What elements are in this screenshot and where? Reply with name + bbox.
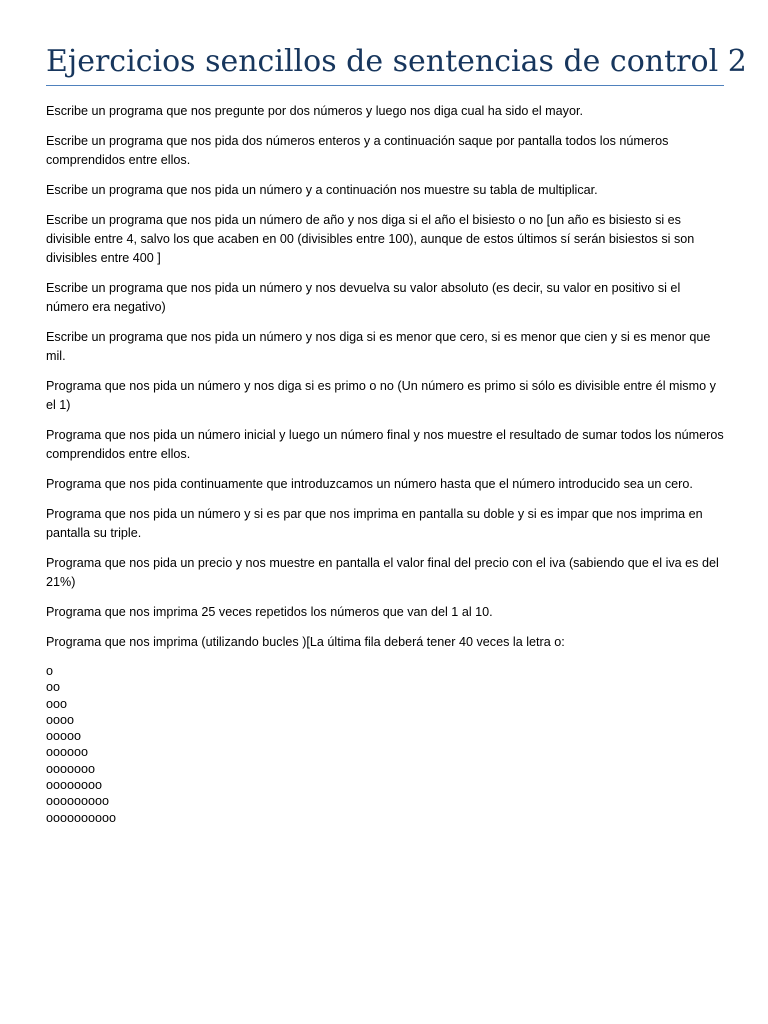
pattern-line: ooo — [46, 696, 68, 711]
exercise-paragraph: Escribe un programa que nos pida un número y a continuación nos muestre su tabla de multiplicar. — [46, 183, 598, 197]
exercise-paragraph: Escribe un programa que nos pida un número y nos diga si es menor que cero, si es menor que cien y si es menor que mil. — [46, 330, 711, 363]
pattern-line: oo — [46, 680, 61, 695]
exercise-paragraph: Programa que nos pida un número y si es par que nos imprima en pantalla su doble y si es impar que nos imprima en pantalla su triple. — [46, 507, 703, 540]
pattern-line: oooooooo — [46, 778, 103, 793]
exercise-paragraph: Escribe un programa que nos pida un número de año y nos diga si el año el bisiesto o no [un año es bisiesto si es divisible entre 4, salvo los que acaben en 00 (divisibles entre 100), aunque de estos últimos sí serán bisiestos si son divisibles entre 400 ] — [46, 213, 695, 265]
pattern-line: o — [46, 664, 54, 678]
exercise-paragraph: Escribe un programa que nos pregunte por dos números y luego nos diga cual ha sido el mayor. — [46, 104, 583, 118]
document-body — [46, 102, 726, 826]
o-pattern-example — [46, 663, 726, 826]
exercise-paragraph: Programa que nos imprima (utilizando bucles )[La última fila deberá tener 40 veces la letra o: — [46, 635, 565, 649]
pattern-line: oooooo — [46, 745, 89, 760]
pattern-line: ooooooo — [46, 761, 96, 776]
pattern-line: oooo — [46, 712, 75, 727]
exercise-paragraph: Programa que nos pida continuamente que introduzcamos un número hasta que el número introducido sea un cero. — [46, 477, 693, 491]
exercise-paragraph: Programa que nos pida un número inicial y luego un número final y nos muestre el resultado de sumar todos los números comprendidos entre ellos. — [46, 428, 724, 461]
page-title: Ejercicios sencillos de sentencias de control 2 — [46, 44, 747, 79]
exercise-paragraph: Escribe un programa que nos pida un número y nos devuelva su valor absoluto (es decir, su valor en positivo si el número era negativo) — [46, 281, 681, 314]
exercise-paragraph: Programa que nos imprima 25 veces repetidos los números que van del 1 al 10. — [46, 605, 493, 619]
exercise-paragraph: Programa que nos pida un número y nos diga si es primo o no (Un número es primo si sólo es divisible entre él mismo y el 1) — [46, 379, 716, 412]
exercise-paragraph: Programa que nos pida un precio y nos muestre en pantalla el valor final del precio con el iva (sabiendo que el iva es del 21%) — [46, 556, 719, 589]
pattern-line: ooooooooo — [46, 794, 110, 809]
exercise-paragraph: Escribe un programa que nos pida dos números enteros y a continuación saque por pantalla todos los números comprendidos entre ellos. — [46, 134, 669, 167]
title-underline — [46, 85, 724, 86]
pattern-line: oooooooooo — [46, 810, 117, 825]
pattern-line: ooooo — [46, 729, 82, 744]
